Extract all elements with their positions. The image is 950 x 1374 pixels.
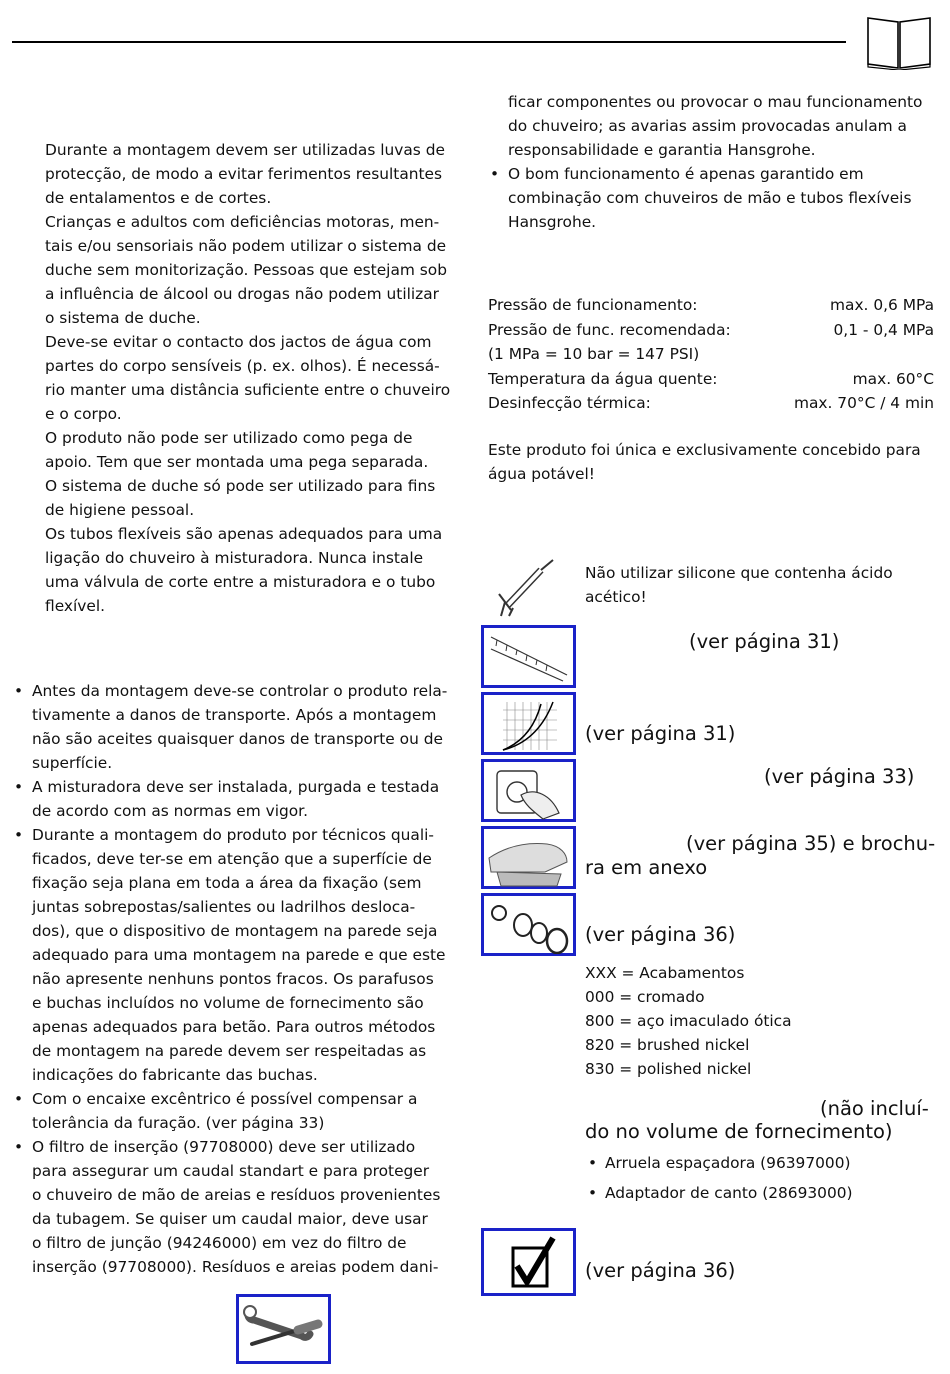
list-item: • Arruela espaçadora (96397000) [585, 1148, 853, 1178]
safety-paragraph: O produto não pode ser utilizado como pega de apoio. Tem que ser montada uma pega separada. [45, 429, 429, 471]
list-item: • O bom funcionamento é apenas garantido em combinação com chuveiros de mão e tubos flexíveis Hansgrohe. [488, 162, 938, 234]
wrench-screwdriver-icon [242, 1300, 325, 1358]
accessories-list [585, 1148, 853, 1208]
header-rule [12, 41, 846, 43]
installation-box [481, 759, 576, 822]
list-item: • Com o encaixe excêntrico é possível compensar a tolerância da furação. (ver página 33) [13, 1087, 468, 1135]
finish-code: 830 = polished nickel [585, 1060, 752, 1078]
ref-cleaning: (ver página 35) e brochu- [686, 832, 936, 855]
ruler-icon [487, 631, 570, 682]
safety-notes [45, 138, 465, 618]
ref-installation: (ver página 33) [764, 765, 915, 788]
spec-row: Desinfecção térmica: max. 70°C / 4 min [488, 394, 934, 412]
safety-paragraph: Deve-se evitar o contacto dos jactos de água com partes do corpo sensíveis (p. ex. olhos). É necessá- rio manter uma distância suficiente entre o chuveiro e o corpo. [45, 333, 451, 423]
manual-book-icon [866, 14, 932, 70]
finish-code: XXX = Acabamentos [585, 964, 745, 982]
finish-code: 800 = aço imaculado ótica [585, 1012, 792, 1030]
safety-paragraph: Crianças e adultos com deficiências motoras, men- tais e/ou sensoriais não podem utilizar o sistema de duche sem monitorização. Pessoas que estejam sob a influência de álcool ou drogas não podem utilizar o sistema de duche. [45, 213, 447, 327]
list-item: • Antes da montagem deve-se controlar o produto rela- tivamente a danos de transporte. Após a montagem não são aceites quaisquer danos de transporte ou de superfície. [13, 679, 468, 775]
spare-parts-icon [487, 899, 570, 954]
finish-code: 820 = brushed nickel [585, 1036, 750, 1054]
ref-spare-parts: (ver página 36) [585, 923, 736, 946]
list-item: • A misturadora deve ser instalada, purgada e testada de acordo com as normas em vigor. [13, 775, 468, 823]
ref-cleaning-cont: ra em anexo [585, 856, 708, 879]
flow-diagram-box [481, 692, 576, 755]
list-item: • O filtro de inserção (97708000) deve ser utilizado para assegurar um caudal standart e para proteger o chuveiro de mão de areias e resíduos provenientes da tubagem. Se quiser um caudal maior, deve usar o filtro de junção (94246000) em vez do filtro de inserção (97708000). Resíduos e areias podem dani- [13, 1135, 468, 1279]
finish-code: 000 = cromado [585, 988, 705, 1006]
ref-flow-diagram: (ver página 31) [585, 722, 736, 745]
continuation-text: ficar componentes ou provocar o mau funcionamento do chuveiro; as avarias assim provocadas anulam a responsabilidade e garantia Hansgrohe. [508, 93, 923, 159]
spec-row: Pressão de funcionamento: max. 0,6 MPa [488, 296, 934, 314]
spec-row: (1 MPa = 10 bar = 147 PSI) [488, 345, 700, 363]
ref-dimensions: (ver página 31) [689, 630, 840, 653]
technical-data [488, 293, 934, 416]
finish-codes [585, 961, 792, 1081]
safety-paragraph: Durante a montagem devem ser utilizadas luvas de protecção, de modo a evitar ferimentos resultantes de entalamentos e de cortes. [45, 141, 445, 207]
tools-box [236, 1294, 331, 1364]
safety-paragraph: Os tubos flexíveis são apenas adequados para uma ligação do chuveiro à misturadora. Nunca instale uma válvula de corte entre a misturadora e o tubo flexível. [45, 525, 443, 615]
test-mark-box [481, 1228, 576, 1296]
safety-paragraph: O sistema de duche só pode ser utilizado para fins de higiene pessoal. [45, 477, 436, 519]
checkbox-check-icon [487, 1234, 570, 1290]
spare-parts-box [481, 893, 576, 956]
hand-mounting-icon [487, 765, 570, 820]
assembly-notes [13, 679, 468, 1279]
cleaning-hand-icon [487, 832, 570, 887]
accessories-note: (não incluí- [820, 1097, 929, 1120]
silicone-note: Não utilizar silicone que contenha ácido acético! [585, 564, 893, 606]
flow-chart-icon [487, 698, 570, 753]
dimensions-box [481, 625, 576, 688]
accessories-note-cont: do no volume de fornecimento) [585, 1120, 893, 1143]
list-item: • Adaptador de canto (28693000) [585, 1178, 853, 1208]
cleaning-box [481, 826, 576, 889]
spec-row: Temperatura da água quente: max. 60°C [488, 369, 934, 388]
list-item: • Durante a montagem do produto por técnicos quali- ficados, deve ter-se em atenção que a superfície de fixação seja plana em toda a área da fixação (sem juntas sobrepostas/salientes ou ladrilhos desloca- dos), que o dispositivo de montagem na parede seja adequado para uma montagem na parede e que este não apresente nenhuns pontos fracos. Os parafusos e buchas incluídos no volume de fornecimento são apenas adequados para betão. Para outros métodos de montagem na parede devem ser respeitadas as indicações do fabricante das buchas. [13, 823, 468, 1087]
ref-test-mark: (ver página 36) [585, 1259, 736, 1282]
continued-notes [488, 90, 938, 234]
potable-water-note: Este produto foi única e exclusivamente concebido para água potável! [488, 441, 921, 483]
silicone-gun-icon [495, 558, 557, 618]
spec-row: Pressão de func. recomendada: 0,1 - 0,4 MPa [488, 320, 934, 339]
